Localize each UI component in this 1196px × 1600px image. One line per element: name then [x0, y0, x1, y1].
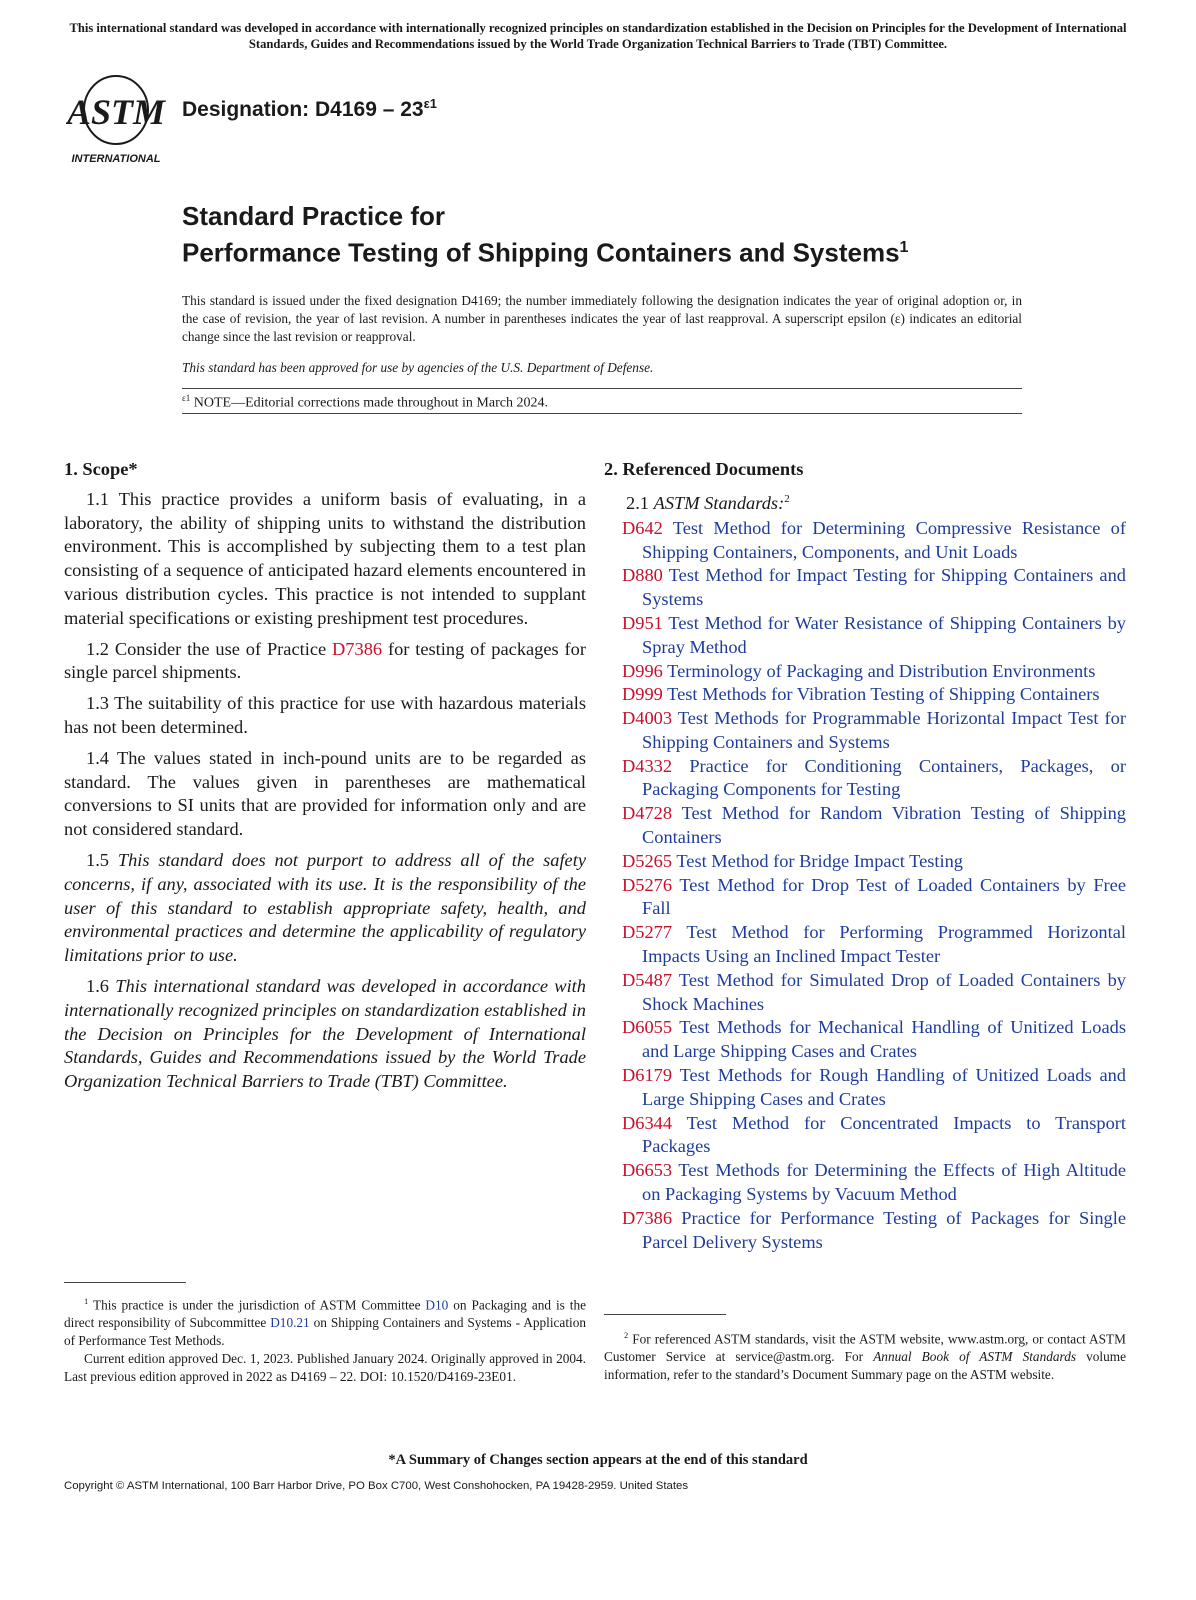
reference-code-link[interactable]: D642	[622, 517, 663, 538]
reference-title-link[interactable]: Test Methods for Determining the Effects of High Altitude on Packaging Systems by Vacuum Method	[642, 1160, 1126, 1205]
scope-section	[64, 458, 586, 1101]
reference-title-link[interactable]: Practice for Performance Testing of Packages for Single Parcel Delivery Systems	[642, 1207, 1126, 1252]
reference-code-link[interactable]: D4003	[622, 708, 673, 729]
reference-code-link[interactable]: D5276	[622, 874, 673, 895]
footnote-2-text	[604, 1326, 1126, 1384]
designation-label: Designation: D4169 – 23	[182, 98, 424, 121]
reference-title-link[interactable]: Test Methods for Vibration Testing of Shipping Containers	[667, 684, 1100, 705]
scope-para-1-5-body: This standard does not purport to address all of the safety concerns, if any, associated with its use. It is the responsibility of the user of this standard to establish appropriate safety, health, and environmental practices and determine the applicability of regulatory limitations prior to use.	[64, 849, 586, 966]
scope-para-1-6	[64, 975, 586, 1094]
reference-code-link[interactable]: D996	[622, 660, 663, 681]
reference-code-link[interactable]: D6653	[622, 1160, 673, 1181]
reference-title-link[interactable]: Test Method for Water Resistance of Shipping Containers by Spray Method	[642, 612, 1126, 657]
subheading-num: 2.1	[626, 492, 654, 513]
references-heading: 2. Referenced Documents	[604, 459, 804, 479]
reference-item	[622, 921, 1126, 969]
reference-code-link[interactable]: D951	[622, 612, 663, 633]
reference-code-link[interactable]: D5277	[622, 922, 673, 943]
reference-item	[622, 802, 1126, 850]
reference-item	[622, 874, 1126, 922]
reference-item	[622, 517, 1126, 565]
reference-title-link[interactable]: Test Method for Bridge Impact Testing	[676, 850, 964, 871]
divider-top	[182, 388, 1022, 389]
reference-item	[622, 1016, 1126, 1064]
astm-logo-letters: ASTM	[66, 92, 166, 132]
link-d7386[interactable]: D7386	[332, 638, 383, 659]
link-d10-21[interactable]: D10.21	[270, 1315, 310, 1331]
reference-code-link[interactable]: D5487	[622, 969, 673, 990]
reference-item	[622, 564, 1126, 612]
scope-para-1-2-a: 1.2 Consider the use of Practice	[86, 638, 333, 659]
footnote-1-b: on Packaging and is the direct responsibility of Subcommittee	[64, 1297, 587, 1331]
title-line-1: Standard Practice for	[182, 201, 445, 231]
scope-para-1-6-num: 1.6	[86, 975, 116, 996]
scope-para-1-2-b: for testing of packages for single parcel shipments.	[64, 638, 586, 683]
scope-para-1-1: 1.1 This practice provides a uniform basis of evaluating, in a laboratory, the ability of shipping units to withstand the distribution environment. This is accomplished by subjecting them to a test plan consisting of a sequence of anticipated hazard elements encountered in various distribution cycles. This practice is not intended to supplant material specifications or existing preshipment test procedures.	[64, 488, 586, 628]
footnote-2-italic: Annual Book of ASTM Standards	[873, 1349, 1077, 1365]
reference-item	[622, 707, 1126, 755]
title-footnote-mark: 1	[899, 239, 909, 256]
reference-title-link[interactable]: Test Method for Impact Testing for Shipping Containers and Systems	[642, 565, 1126, 610]
reference-code-link[interactable]: D880	[622, 565, 663, 586]
reference-title-link[interactable]: Test Methods for Mechanical Handling of Unitized Loads and Large Shipping Cases and Crates	[642, 1017, 1126, 1062]
reference-code-link[interactable]: D6055	[622, 1017, 673, 1038]
astm-logo	[66, 70, 174, 166]
editorial-text: NOTE—Editorial corrections made throughout in March 2024.	[193, 395, 548, 411]
reference-title-link[interactable]: Test Method for Determining Compressive Resistance of Shipping Containers, Components, and Unit Loads	[642, 517, 1126, 562]
footnote-1-c: on Shipping Containers and Systems - Application of Performance Test Methods.	[64, 1315, 586, 1349]
reference-code-link[interactable]: D5265	[622, 850, 673, 871]
scope-para-1-5-num: 1.5	[86, 849, 118, 870]
reference-code-link[interactable]: D999	[622, 684, 663, 705]
footnote-1-a: This practice is under the jurisdiction of ASTM Committee	[88, 1297, 426, 1313]
scope-para-1-6-body: This international standard was developed in accordance with internationally recognized principles on standardization established in the Decision on Principles for the Development of International Standards, Guides and Recommendations issued by the World Trade Organization Technical Barriers to Trade (TBT) Committee.	[64, 975, 586, 1092]
reference-title-link[interactable]: Test Method for Performing Programmed Horizontal Impacts Using an Inclined Impact Tester	[642, 922, 1126, 967]
editorial-note	[182, 393, 548, 412]
page-title	[182, 200, 908, 269]
divider-bottom	[182, 413, 1022, 414]
issuance-statement: This standard is issued under the fixed designation D4169; the number immediately following the designation indicates the year of original adoption or, in the case of revision, the year of last revision. A number in parentheses indicates the year of last reapproval. A superscript epsilon (ε) indicates an editorial change since the last revision or reapproval.	[182, 293, 1022, 344]
reference-title-link[interactable]: Test Method for Drop Test of Loaded Containers by Free Fall	[642, 874, 1127, 919]
footnote-1-edition: Current edition approved Dec. 1, 2023. Published January 2024. Originally approved in 2004. Last previous edition approved in 2022 as D4169 – 22. DOI: 10.1520/D4169-23E01.	[64, 1351, 586, 1385]
reference-item	[622, 612, 1126, 660]
references-section	[604, 458, 1126, 1254]
designation-epsilon: ε1	[423, 96, 437, 111]
reference-code-link[interactable]: D7386	[622, 1207, 673, 1228]
dod-approval-note: This standard has been approved for use by agencies of the U.S. Department of Defense.	[182, 360, 654, 375]
reference-title-link[interactable]: Terminology of Packaging and Distribution Environments	[667, 660, 1096, 681]
scope-para-1-4: 1.4 The values stated in inch-pound units are to be regarded as standard. The values given in parentheses are mathematical conversions to SI units that are provided for information only and are not considered standard.	[64, 747, 586, 840]
footnote-1-jurisdiction	[64, 1292, 586, 1350]
footnote-rule-left	[64, 1282, 186, 1283]
reference-list	[622, 517, 1126, 1255]
title-line-2: Performance Testing of Shipping Containers and Systems	[182, 237, 900, 268]
scope-para-1-3: 1.3 The suitability of this practice for use with hazardous materials has not been determined.	[64, 693, 586, 737]
reference-item	[622, 1064, 1126, 1112]
subheading-footnote-mark: 2	[784, 492, 790, 505]
reference-title-link[interactable]: Test Method for Random Vibration Testing of Shipping Containers	[642, 803, 1127, 848]
reference-item	[622, 969, 1126, 1017]
editorial-epsilon: ε1	[182, 393, 191, 403]
reference-item	[622, 850, 1126, 874]
footnote-1	[64, 1292, 586, 1386]
scope-para-1-5	[64, 849, 586, 968]
footnote-2-a: For referenced ASTM standards, visit the ASTM website, www.astm.org, or contact ASTM Customer Service at service@astm.org. For	[604, 1331, 1126, 1365]
reference-item	[622, 1207, 1126, 1255]
footnote-2-mark: 2	[624, 1330, 629, 1340]
footnote-2	[604, 1326, 1126, 1384]
reference-item	[622, 755, 1126, 803]
reference-item	[622, 660, 1126, 684]
top-notice: This international standard was developed in accordance with internationally recognized principles on standardization established in the Decision on Principles for the Development of International Standards, Guides and Recommendations issued by the World Trade Organization Technical Barriers to Trade (TBT) Committee.	[69, 21, 1127, 51]
reference-code-link[interactable]: D6179	[622, 1065, 673, 1086]
reference-title-link[interactable]: Test Method for Concentrated Impacts to Transport Packages	[642, 1112, 1126, 1157]
footnote-rule-right	[604, 1314, 726, 1315]
astm-logo-international: INTERNATIONAL	[71, 153, 161, 165]
designation	[182, 96, 437, 122]
astm-standards-subheading	[626, 488, 1126, 516]
scope-para-1-2	[64, 638, 586, 686]
footnote-2-b: volume information, refer to the standard’s Document Summary page on the ASTM website.	[604, 1349, 1126, 1383]
copyright-line: Copyright © ASTM International, 100 Barr Harbor Drive, PO Box C700, West Conshohocken, PA 19428-2959. United States	[64, 1480, 689, 1492]
subheading-label: ASTM Standards:	[653, 492, 785, 513]
footnote-1-mark: 1	[84, 1296, 89, 1306]
reference-title-link[interactable]: Practice for Conditioning Containers, Packages, or Packaging Components for Testing	[642, 755, 1126, 800]
reference-code-link[interactable]: D4728	[622, 803, 673, 824]
reference-item	[622, 683, 1126, 707]
reference-item	[622, 1159, 1126, 1207]
link-d10[interactable]: D10	[425, 1297, 449, 1313]
reference-item	[622, 1112, 1126, 1160]
summary-of-changes-note: *A Summary of Changes section appears at the end of this standard	[388, 1452, 808, 1468]
reference-code-link[interactable]: D6344	[622, 1112, 673, 1133]
reference-title-link[interactable]: Test Methods for Programmable Horizontal Impact Test for Shipping Containers and Systems	[642, 708, 1126, 752]
scope-heading: 1. Scope*	[64, 459, 138, 479]
reference-code-link[interactable]: D4332	[622, 755, 673, 776]
reference-title-link[interactable]: Test Methods for Rough Handling of Unitized Loads and Large Shipping Cases and Crates	[642, 1065, 1127, 1109]
reference-title-link[interactable]: Test Method for Simulated Drop of Loaded Containers by Shock Machines	[642, 969, 1126, 1014]
